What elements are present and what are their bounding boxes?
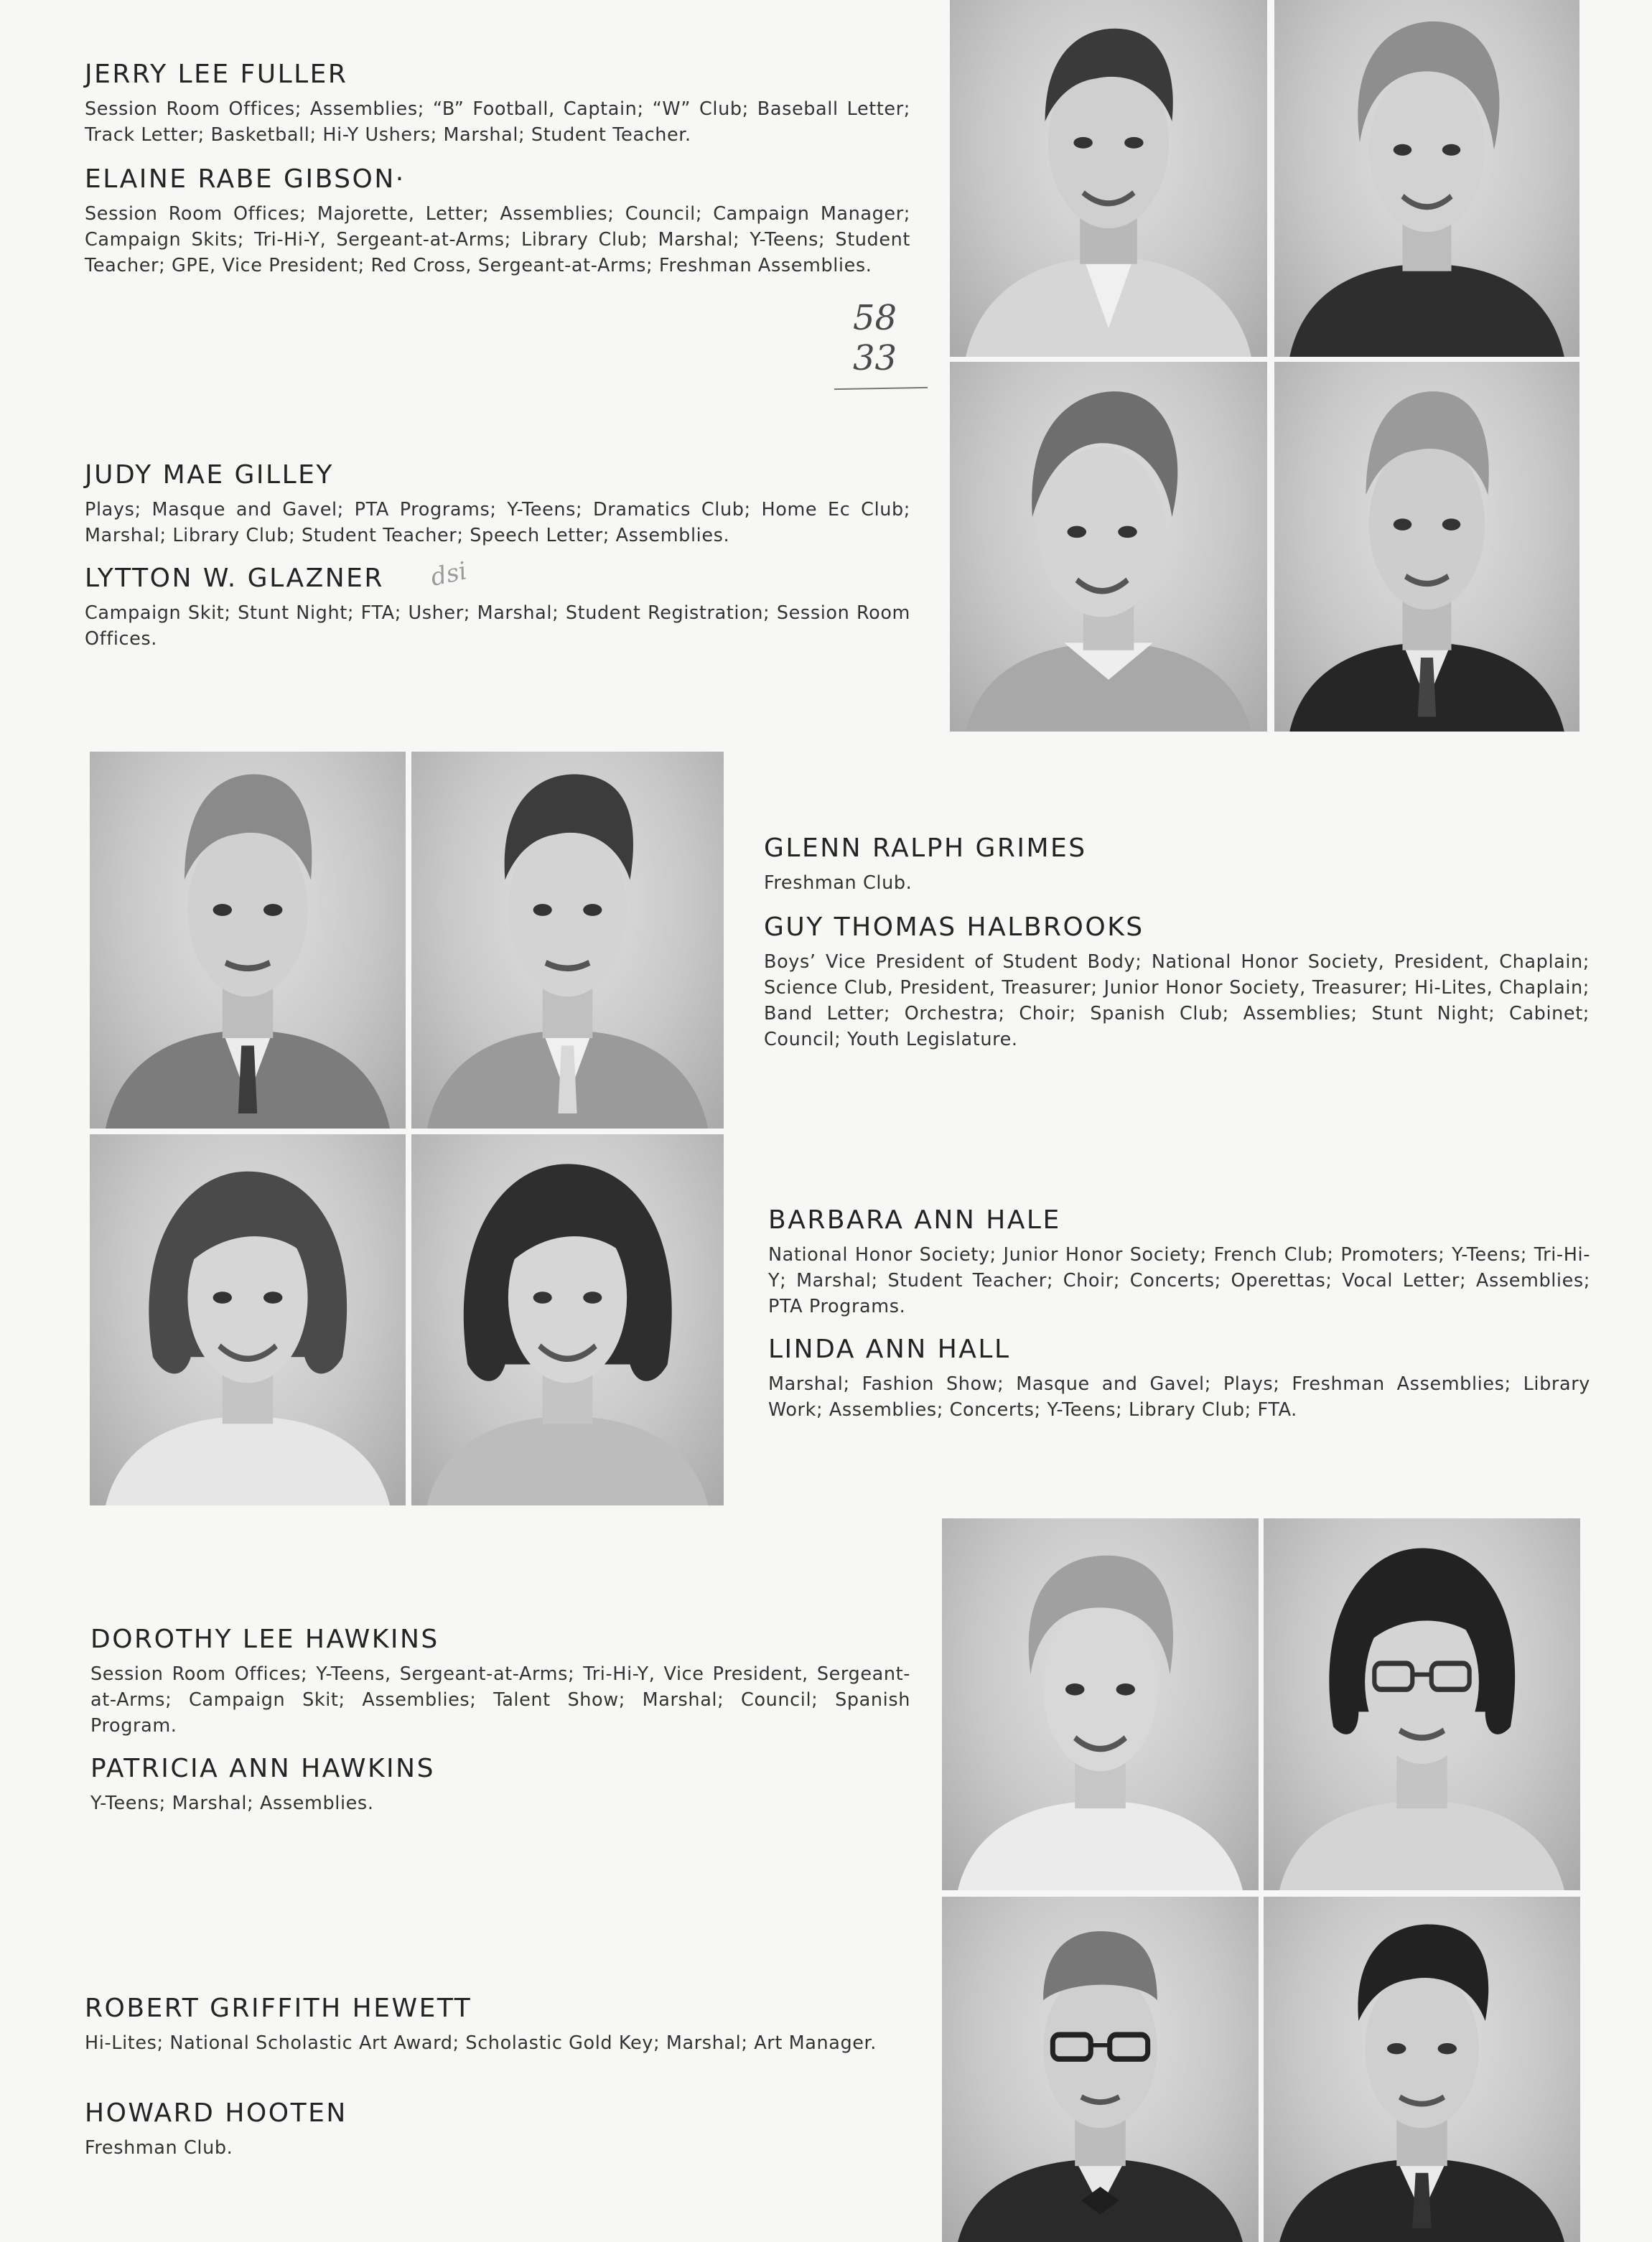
portrait-girl-icon bbox=[942, 1518, 1259, 1890]
portrait-photo-hooten bbox=[1264, 1897, 1580, 2242]
student-activities: National Honor Society; Junior Honor Society; French Club; Promoters; Y-Teens; Tri-Hi-Y; Marshal; Student Teacher; Choir; Concerts; Operettas; Vocal Letter; Assemblies; PTA Programs. bbox=[768, 1244, 1590, 1317]
portrait-photo-gilley bbox=[950, 362, 1267, 732]
portrait-photo-dorothy-hawkins bbox=[942, 1518, 1259, 1890]
student-entry-gibson bbox=[85, 164, 910, 279]
student-entry-patricia-hawkins bbox=[90, 1753, 910, 1816]
student-name: LINDA ANN HALL bbox=[768, 1335, 1011, 1364]
student-entry-hooten bbox=[85, 2098, 910, 2161]
student-activities: Boys’ Vice President of Student Body; National Honor Society, President, Chaplain; Science Club, President, Treasurer; Junior Honor Society, Treasurer; Hi-Lites, Chaplain; Band Letter; Orchestra; Choir; Spanish Club; Assemblies; Stunt Night; Cabinet; Council; Youth Legislature. bbox=[764, 951, 1590, 1050]
portrait-boy-icon bbox=[1274, 362, 1579, 732]
portrait-girl-icon bbox=[950, 362, 1267, 732]
student-name: HOWARD HOOTEN bbox=[85, 2098, 347, 2128]
student-entry-gilley bbox=[85, 459, 910, 548]
handwritten-underline bbox=[834, 387, 928, 390]
student-entry-grimes bbox=[764, 833, 1590, 896]
portrait-boy-glasses-icon bbox=[942, 1897, 1259, 2242]
portrait-girl-icon bbox=[411, 1134, 724, 1505]
student-activities: Freshman Club. bbox=[85, 2137, 233, 2159]
student-name: JERRY LEE FULLER bbox=[85, 60, 348, 89]
student-entry-glazner bbox=[85, 563, 910, 652]
portrait-photo-hall bbox=[411, 1134, 724, 1505]
student-activities: Session Room Offices; Y-Teens, Sergeant-at-Arms; Tri-Hi-Y, Vice President, Sergeant-at-Arms; Campaign Skit; Assemblies; Talent Show; Marshal; Council; Spanish Program. bbox=[90, 1663, 910, 1737]
student-activities: Session Room Offices; Assemblies; “B” Football, Captain; “W” Club; Baseball Letter; Track Letter; Basketball; Hi-Y Ushers; Marshal; Student Teacher. bbox=[85, 98, 910, 146]
student-activities: Plays; Masque and Gavel; PTA Programs; Y-Teens; Dramatics Club; Home Ec Club; Marshal; Library Club; Student Teacher; Speech Letter; Assemblies. bbox=[85, 499, 910, 546]
student-name: JUDY MAE GILLEY bbox=[85, 460, 334, 490]
student-name: LYTTON W. GLAZNER bbox=[85, 564, 384, 593]
student-name: PATRICIA ANN HAWKINS bbox=[90, 1754, 435, 1783]
portrait-photo-gibson bbox=[1274, 0, 1579, 357]
student-name: DOROTHY LEE HAWKINS bbox=[90, 1625, 439, 1654]
student-name: ROBERT GRIFFITH HEWETT bbox=[85, 1994, 472, 2023]
portrait-photo-glazner bbox=[1274, 362, 1579, 732]
portrait-photo-patricia-hawkins bbox=[1264, 1518, 1580, 1890]
portrait-photo-halbrooks bbox=[411, 752, 724, 1129]
handwritten-initials: dsi bbox=[428, 556, 470, 592]
student-entry-hale bbox=[768, 1205, 1590, 1319]
portrait-photo-fuller bbox=[950, 0, 1267, 357]
student-entry-fuller bbox=[85, 59, 910, 148]
student-name: GUY THOMAS HALBROOKS bbox=[764, 912, 1144, 942]
portrait-girl-icon bbox=[90, 1134, 406, 1505]
student-entry-hewett bbox=[85, 1993, 910, 2056]
student-activities: Campaign Skit; Stunt Night; FTA; Usher; Marshal; Student Registration; Session Room Offices. bbox=[85, 602, 910, 650]
student-entry-hall bbox=[768, 1334, 1590, 1423]
portrait-boy-icon bbox=[950, 0, 1267, 357]
student-name: ELAINE RABE GIBSON· bbox=[85, 164, 406, 194]
student-activities: Y-Teens; Marshal; Assemblies. bbox=[90, 1793, 374, 1814]
portrait-boy-icon bbox=[1264, 1897, 1580, 2242]
student-activities: Freshman Club. bbox=[764, 872, 913, 894]
portrait-photo-hewett bbox=[942, 1897, 1259, 2242]
student-activities: Marshal; Fashion Show; Masque and Gavel; Plays; Freshman Assemblies; Library Work; Assemblies; Concerts; Y-Teens; Library Club; FTA. bbox=[768, 1373, 1590, 1421]
student-activities: Hi-Lites; National Scholastic Art Award; Scholastic Gold Key; Marshal; Art Manager. bbox=[85, 2032, 877, 2054]
student-name: GLENN RALPH GRIMES bbox=[764, 833, 1087, 863]
portrait-photo-hale bbox=[90, 1134, 406, 1505]
handwritten-number-top: 58 bbox=[853, 298, 897, 338]
portrait-girl-icon bbox=[1274, 0, 1579, 357]
portrait-boy-icon bbox=[411, 752, 724, 1129]
portrait-photo-grimes bbox=[90, 752, 406, 1129]
portrait-boy-icon bbox=[90, 752, 406, 1129]
portrait-girl-glasses-icon bbox=[1264, 1518, 1580, 1890]
student-entry-dorothy-hawkins bbox=[90, 1624, 910, 1739]
handwritten-number-bottom: 33 bbox=[853, 338, 897, 378]
student-name: BARBARA ANN HALE bbox=[768, 1205, 1061, 1235]
student-entry-halbrooks bbox=[764, 912, 1590, 1052]
student-activities: Session Room Offices; Majorette, Letter; Assemblies; Council; Campaign Manager; Campaign Skits; Tri-Hi-Y, Sergeant-at-Arms; Library Club; Marshal; Y-Teens; Student Teacher; GPE, Vice President; Red Cross, Sergeant-at-Arms; Freshman Assemblies. bbox=[85, 203, 910, 276]
